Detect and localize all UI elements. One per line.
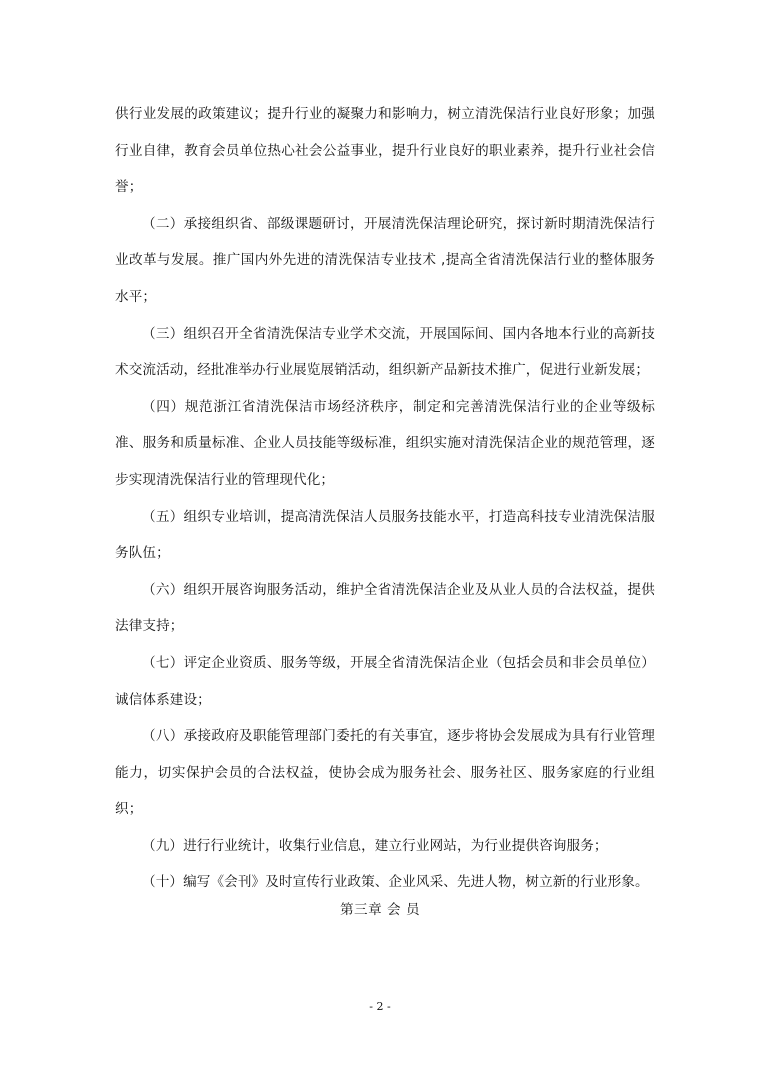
paragraph-item-8: （八）承接政府及职能管理部门委托的有关事宜，逐步将协会发展成为具有行业管理能力，切实保护会员的合法权益，使协会成为服务社会、服务社区、服务家庭的行业组织；: [115, 728, 655, 818]
document-body: [115, 96, 655, 901]
paragraph-continuation: 供行业发展的政策建议；提升行业的凝聚力和影响力，树立清洗保洁行业良好形象；加强行业自律，教育会员单位热心社会公益事业，提升行业良好的职业素养，提升行业社会信誉；: [115, 106, 655, 196]
page-number: - 2 -: [369, 1000, 391, 1013]
paragraph-item-2: （二）承接组织省、部级课题研讨，开展清洗保洁理论研究，探讨新时期清洗保洁行业改革与发展。推广国内外先进的清洗保洁专业技术 ,提高全省清洗保洁行业的整体服务水平；: [115, 215, 655, 305]
paragraph-item-9: （九）进行行业统计，收集行业信息，建立行业网站，为行业提供咨询服务；: [142, 837, 608, 854]
paragraph-item-5: （五）组织专业培训，提高清洗保洁人员服务技能水平，打造高科技专业清洗保洁服务队伍；: [115, 508, 655, 562]
paragraph-item-10: （十）编写《会刊》及时宣传行业政策、企业风采、先进人物，树立新的行业形象。: [142, 874, 649, 891]
paragraph-item-3: （三）组织召开全省清洗保洁专业学术交流，开展国际间、国内各地本行业的高新技术交流活动，经批准举办行业展览展销活动，组织新产品新技术推广，促进行业新发展；: [115, 325, 655, 379]
paragraph-item-7: （七）评定企业资质、服务等级，开展全省清洗保洁企业（包括会员和非会员单位）诚信体系建设；: [115, 654, 655, 708]
paragraph-item-4: （四）规范浙江省清洗保洁市场经济秩序，制定和完善清洗保洁行业的企业等级标准、服务和质量标准、企业人员技能等级标准，组织实施对清洗保洁企业的规范管理，逐步实现清洗保洁行业的管理现代化；: [115, 398, 655, 488]
chapter-heading: 第三章 会 员: [339, 902, 421, 918]
paragraph-item-6: （六）组织开展咨询服务活动，维护全省清洗保洁企业及从业人员的合法权益，提供法律支持；: [115, 581, 655, 635]
